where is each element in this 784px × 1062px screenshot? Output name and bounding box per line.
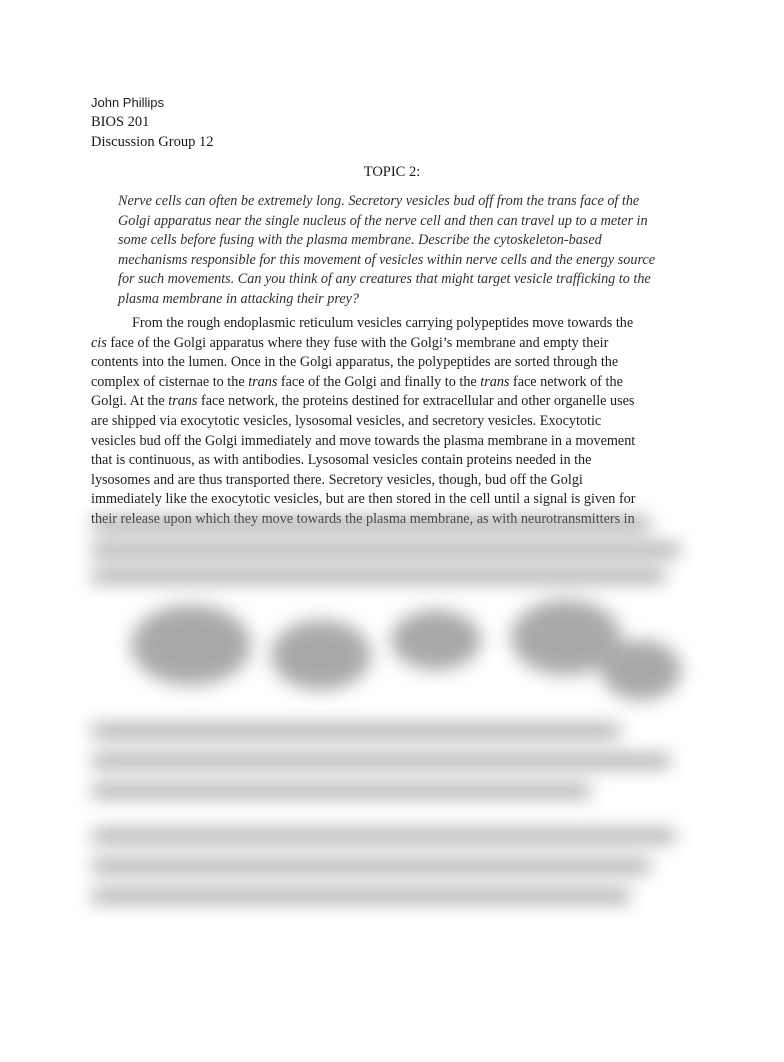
body-italic-term: trans (248, 373, 278, 390)
blurred-line (91, 755, 671, 767)
body-text-fragment: face of the Golgi apparatus where they fuse with the Golgi’s membrane and empty their (106, 334, 609, 351)
blurred-line (91, 570, 666, 582)
body-text-fragment: face network of the (509, 373, 623, 390)
blurred-line (91, 785, 591, 797)
prompt-line: for such movements. Can you think of any creatures that might target vesicle trafficking to the (118, 271, 651, 288)
body-text-fragment: face network, the proteins destined for extracellular and other organelle uses (197, 393, 635, 410)
body-text-fragment: face of the Golgi and finally to the (277, 373, 481, 390)
body-line: immediately like the exocytotic vesicles, but are then stored in the cell until a signal is given for (91, 491, 636, 508)
body-line (91, 373, 693, 393)
prompt-line: plasma membrane in attacking their prey? (118, 290, 360, 307)
blurred-blob (271, 620, 371, 690)
body-line (91, 314, 693, 334)
prompt-line: Golgi apparatus near the single nucleus of the nerve cell and then can travel up to a meter in (118, 212, 648, 229)
body-italic-term: trans (168, 393, 198, 410)
blurred-blob (391, 610, 481, 670)
blurred-blob (131, 605, 251, 685)
blurred-line (91, 518, 651, 530)
blurred-line (91, 890, 631, 902)
blurred-blob (601, 640, 681, 700)
blurred-line (91, 830, 676, 842)
body-italic-term: cis (91, 334, 107, 351)
body-line: that is continuous, as with antibodies. Lysosomal vesicles contain proteins needed in the (91, 452, 592, 469)
topic-heading: TOPIC 2: (363, 164, 421, 180)
body-text-fragment: Golgi. At the (91, 393, 169, 410)
prompt-line: Nerve cells can often be extremely long. Secretory vesicles bud off from the trans face of the (118, 193, 640, 209)
discussion-group: Discussion Group 12 (91, 134, 214, 150)
body-text-fragment: complex of cisternae to the (91, 373, 249, 390)
body-line: contents into the lumen. Once in the Golgi apparatus, the polypeptides are sorted through the (91, 354, 619, 371)
blurred-content-region (91, 510, 693, 930)
body-line (91, 334, 693, 354)
blurred-line (91, 725, 621, 737)
blurred-line (91, 544, 681, 556)
topic-prompt (118, 192, 693, 310)
body-line (91, 392, 693, 412)
prompt-line: some cells before fusing with the plasma membrane. Describe the cytoskeleton-based (118, 232, 602, 249)
body-line: vesicles bud off the Golgi immediately and move towards the plasma membrane in a movement (91, 432, 636, 449)
essay-paragraph (91, 314, 693, 530)
body-italic-term: trans (480, 373, 510, 390)
author-name: John Phillips (91, 95, 164, 110)
body-text-fragment: From the rough endoplasmic reticulum vesicles carrying polypeptides move towards the (132, 315, 634, 331)
course-code: BIOS 201 (91, 114, 150, 130)
document-header (91, 94, 213, 152)
prompt-line: mechanisms responsible for this movement of vesicles within nerve cells and the energy source (118, 251, 656, 268)
body-line: lysosomes and are thus transported there. Secretory vesicles, though, bud off the Golgi (91, 471, 583, 488)
blurred-line (91, 860, 651, 872)
body-line: are shipped via exocytotic vesicles, lysosomal vesicles, and secretory vesicles. Exocytotic (91, 412, 602, 429)
